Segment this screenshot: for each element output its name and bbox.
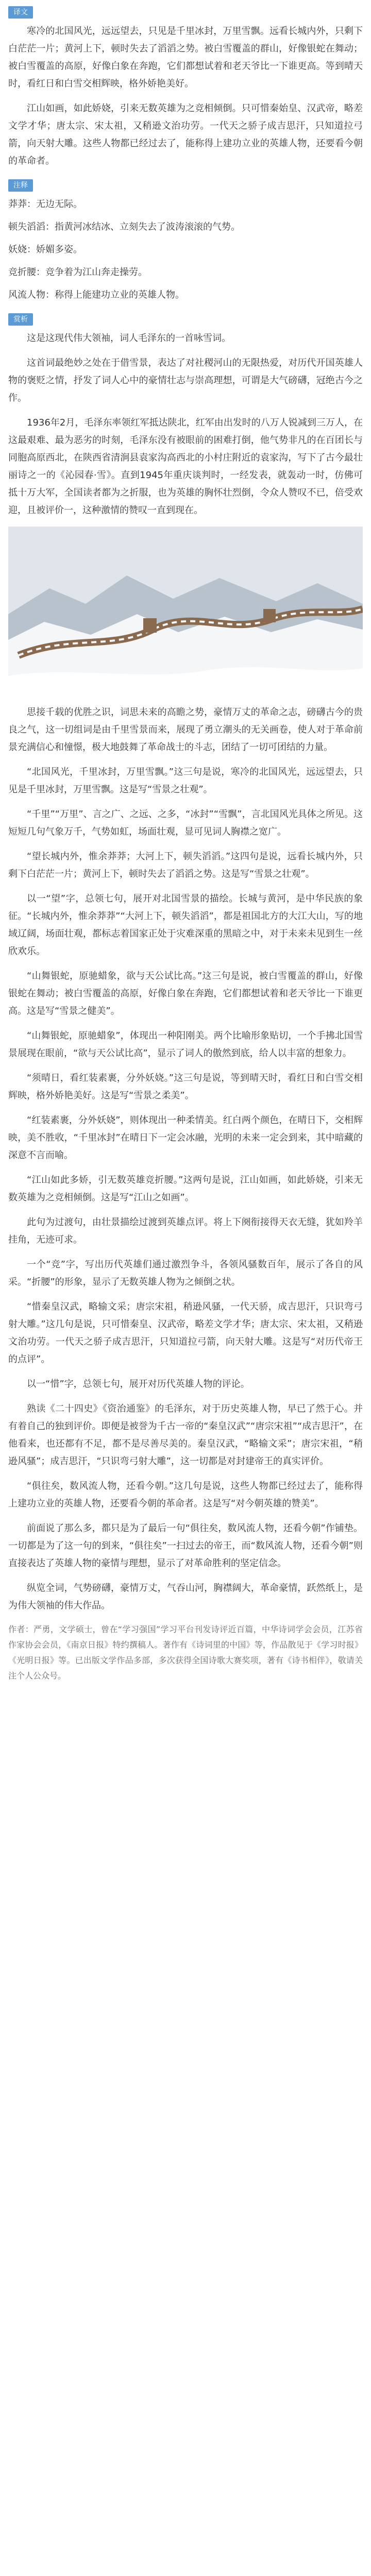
translation-paragraph: 江山如画，如此娇娆，引来无数英雄为之竞相倾倒。只可惜秦始皇、汉武帝，略差文学才华；唐太宗、宋太祖，又稍逊文治功劳。一代天之骄子成吉思汗，只知道拉弓箭，向天射大雕。这些人物都已经过去了，能称得上建功立业的英雄人物，还要看今朝的革命者。 [8, 103, 363, 166]
appreciation-section [8, 313, 363, 1684]
snowy-great-wall-illustration [8, 527, 363, 697]
appreciation-paragraph: “红装素裹，分外妖娆”，则体现出一种柔情美。红白两个颜色，在晴日下，交相辉映，美不胜收，“千里冰封”在晴日下一定会冰融，光明的未来一定会到来，其中暗藏的深意不言而喻。 [8, 1115, 363, 1161]
appreciation-paragraph: 纵览全词，气势磅礴，豪情万丈，气吞山河，胸襟阔大，革命豪情，跃然纸上，是为伟大领袖的伟大作品。 [8, 1583, 363, 1611]
note-item: 竞折腰：竞争着为江山奔走操劳。 [8, 267, 147, 278]
appreciation-paragraph: 这首词最绝妙之处在于借雪景，表达了对社稷河山的无限热爱，对历代开国英雄人物的褒贬之情，抒发了词人心中的豪情壮志与崇高理想，可谓是大气磅礴，冠绝古今之作。 [8, 358, 363, 403]
appreciation-paragraph: “山舞银蛇，原驰蜡象，欲与天公试比高。”这三句是说，被白雪覆盖的群山，好像银蛇在舞动；被白雪覆盖的高原，好像白象在奔跑，它们都想试着和老天爷比一下谁更高。这是写“雪景之健美”。 [8, 971, 363, 1016]
appreciation-paragraph: 1936年2月，毛泽东率领红军抵达陕北，红军由出发时的八万人锐减到三万人，在这最艰难、最为恶劣的时刻，毛泽东没有被眼前的困难打倒，他气势非凡的在百团长与同胞高原西北，在陕西省清涧县袁家沟高西北的小村庄附近的袁家沟，写下了古今最壮丽诗之一的《沁园春·雪》。直到1945年重庆谈判时，一经发表，就轰动一时，仿佛可抵十万大军，全国读者都为之折服，也为英雄的胸怀壮烈倒，令众人赞叹不已，倍受欢迎，且被评价一，这种激情的赞叹一直到现在。 [8, 417, 363, 516]
appreciation-paragraph: “江山如此多娇，引无数英雄竞折腰。”这两句是说，江山如画，如此娇娆，引来无数英雄为之竞相倾倒。这是写“江山之如画”。 [8, 1175, 363, 1203]
notes-section [8, 179, 363, 304]
appreciation-paragraph: 以一“望”字，总领七句，展开对北国雪景的描绘。长城与黄河，是中华民族的象征。“长城内外，惟余莽莽”“大河上下，顿失滔滔”，都是祖国北方的大江大山，写的地域辽阔，场面壮观，都标志着国家正处于灾难深重的黑暗之中，对于未来未见到生一丝欣欢乐。 [8, 893, 363, 957]
appreciation-paragraph: 熟读《二十四史》《资治通鉴》的毛泽东，对于历史英雄人物，早已了然于心。并有着自己的独到评价。即便是被誉为千古一帝的“秦皇汉武”“唐宗宋祖”“成吉思汗”，在他看来，也还都有不足，都不是尽善尽美的。秦皇汉武，“略输文采”；唐宗宋祖，“稍逊风骚”；成吉思汗，“只识弯弓射大雕”，这一切都是对封建帝王的真实评价。 [8, 1403, 363, 1467]
note-item: 顿失滔滔：指黄河冰结冰、立刻失去了波涛滚滚的气势。 [8, 222, 240, 232]
author-footer: 作者：严勇，文学硕士，曾在“学习强国”学习平台刊发诗评近百篇，中华诗词学会会员，江苏省作家协会会员，《南京日报》特约撰稿人。著作有《诗词里的中国》等，作品散见于《学习时报》《光明日报》等。已出版文学作品多部，多次获得全国诗歌大赛奖项，著有《诗书相伴》，敬请关注个人公众号。 [8, 1624, 363, 1681]
note-item: 风流人物：称得上能建功立业的英雄人物。 [8, 290, 184, 300]
appreciation-paragraph: 以一“惜”字，总领七句，展开对历代英雄人物的评论。 [27, 1379, 250, 1389]
translation-tag: 译文 [8, 6, 33, 19]
appreciation-paragraph: 前面说了那么多，都只是为了最后一句“俱往矣，数风流人物，还看今朝”作铺垫。一切都是为了这一句的到来，“俱往矣”一扫过去的帝王，而“数风流人物，还看今朝”则直接表达了英雄人物的豪情与理想，显示了对革命胜利的坚定信念。 [8, 1523, 363, 1569]
translation-section [8, 6, 363, 170]
appreciation-paragraph: “望长城内外，惟余莽莽；大河上下，顿失滔滔。”这四句是说，远看长城内外，只剩下白茫茫一片；黄河上下，顿时失去了滔滔之势。这是写“雪景之壮观”。 [8, 851, 363, 879]
watchtower [263, 609, 276, 622]
note-item: 莽莽：无边无际。 [8, 199, 82, 210]
appreciation-paragraph: “惜秦皇汉武，略输文采；唐宗宋祖，稍逊风骚，一代天骄，成吉思汗，只识弯弓射大雕。”这几句是说，只可惜秦皇、汉武帝，略差文学才华；唐太宗、宋太祖，又稍逊文治功劳。一代天之骄子成吉思汗，只知道拉弓箭，向天射大雕。这是写“对历代帝王的点评”。 [8, 1301, 363, 1365]
translation-paragraph: 寒冷的北国风光，远远望去，只见是千里冰封，万里雪飘。远看长城内外，只剩下白茫茫一片；黄河上下，顿时失去了滔滔之势。被白雪覆盖的群山，好像银蛇在舞动；被白雪覆盖的高原，好像白象在奔跑，它们都想试着和老天爷比一下谁更高。等到晴天时，看红日和白雪交相辉映，格外娇艳美好。 [8, 26, 363, 89]
watchtower [143, 618, 157, 633]
appreciation-tag: 赏析 [8, 313, 33, 326]
appreciation-paragraph: “山舞银蛇，原驰蜡象”，体现出一种阳刚美。两个比喻形象贴切，一个手拂北国雪景展现在眼前，“欲与天公试比高”，显示了词人的傲然到底，给人以丰富的想象力。 [8, 1030, 363, 1059]
appreciation-paragraph: “须晴日，看红装素裹，分外妖娆。”这三句是说，等到晴天时，看红日和白雪交相辉映，格外娇艳美好。这是写“雪景之柔美”。 [8, 1073, 363, 1101]
appreciation-paragraph: “俱往矣，数风流人物，还看今朝。”这几句是说，这些人物都已经过去了，能称得上建功立业的英雄人物，还要看今朝的革命者。这是写“对今朝英雄的赞美”。 [8, 1481, 363, 1509]
appreciation-paragraph: “北国风光，千里冰封，万里雪飘。”这三句是说，寒冷的北国风光，远远望去，只见是千里冰封，万里雪飘。这是写“雪景之壮观”。 [8, 767, 363, 795]
appreciation-paragraph: “千里”“万里”、言之广、之远、之多，“冰封”“雪飘”，言北国风光具体之所见。这短短几句气象万千，气势如虹，场面壮观，显可见词人胸襟之宽广。 [8, 809, 363, 837]
appreciation-paragraph: 这是这现代伟大领袖，词人毛泽东的一首咏雪词。 [27, 333, 231, 344]
appreciation-paragraph: 一个“竞”字，写出历代英雄们通过激烈争斗，各领风骚数百年，展示了各自的风采。“折腰”的形象，显示了无数英雄人物为之倾倒之状。 [8, 1259, 363, 1287]
notes-tag: 注释 [8, 179, 33, 192]
illustration-svg [8, 527, 363, 697]
appreciation-paragraph: 此句为过渡句，由壮景描绘过渡到英雄点评。将上下阕衔接得天衣无缝，犹如羚羊挂角，无迹可求。 [8, 1217, 363, 1245]
note-item: 妖娆：娇媚多姿。 [8, 244, 82, 255]
appreciation-paragraph: 思接千载的优胜之识，词思未来的高瞻之势，豪情万丈的革命之志，磅礴古今的贵良之气，这一切组词是由千里雪景而来，展现了勇立潮头的无关画卷，使人对于革命前景充满信心和憧憬，极大地鼓舞了革命战士的斗志，团结了一切可团结的力量。 [8, 707, 363, 753]
